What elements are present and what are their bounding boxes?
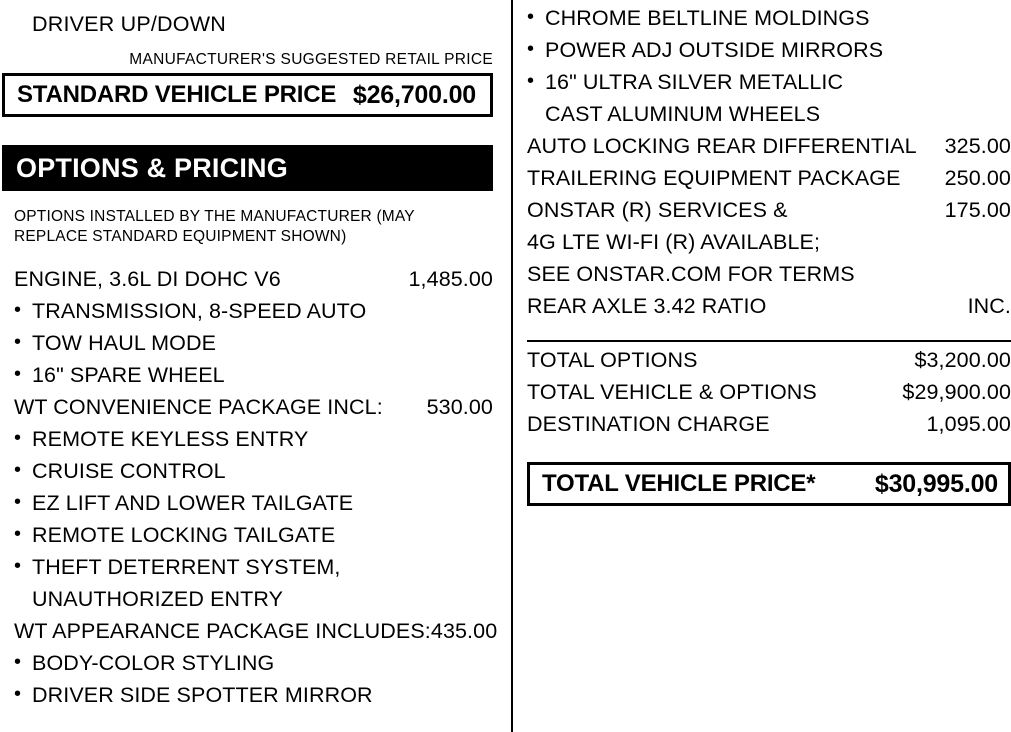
left-option-label: WT CONVENIENCE PACKAGE INCL: — [14, 395, 383, 419]
right-option-cont: CAST ALUMINUM WHEELS — [545, 102, 821, 126]
left-option-bullet: • CRUISE CONTROL — [14, 455, 493, 487]
options-note: OPTIONS INSTALLED BY THE MANUFACTURER (MAY REPLACE STANDARD EQUIPMENT SHOWN) — [14, 208, 415, 245]
left-option-bullet: • REMOTE KEYLESS ENTRY — [14, 423, 493, 455]
total-vehicle-price-box — [527, 462, 1011, 506]
column-divider — [511, 0, 513, 732]
total-row-amount: 1,095.00 — [926, 412, 1011, 436]
left-option-row — [14, 391, 493, 423]
right-options-list — [527, 0, 1011, 322]
right-option-bullet: • 16" ULTRA SILVER METALLIC — [527, 66, 1011, 98]
left-option-bullet: • 16" SPARE WHEEL — [14, 359, 493, 391]
right-option-label: AUTO LOCKING REAR DIFFERENTIAL — [527, 134, 917, 158]
msrp-caption: MANUFACTURER'S SUGGESTED RETAIL PRICE — [129, 51, 493, 68]
left-option-label: WT APPEARANCE PACKAGE INCLUDES: — [14, 619, 431, 643]
right-option-label: TRAILERING EQUIPMENT PACKAGE — [527, 166, 901, 190]
standard-vehicle-price-label: STANDARD VEHICLE PRICE — [17, 81, 337, 108]
left-options-list — [0, 247, 503, 711]
total-vehicle-price-amount: $30,995.00 — [874, 469, 998, 498]
right-option-amount: 325.00 — [944, 134, 1011, 158]
total-row — [527, 344, 1011, 376]
right-option-bullet: • CHROME BELTLINE MOLDINGS — [527, 2, 1011, 34]
left-option-bullet: • DRIVER SIDE SPOTTER MIRROR — [14, 679, 493, 711]
right-option-amount: 250.00 — [944, 166, 1011, 190]
left-option-amount: 530.00 — [426, 395, 493, 419]
right-option-amount: 175.00 — [944, 198, 1011, 222]
right-option-plain: 4G LTE WI-FI (R) AVAILABLE; — [527, 230, 821, 254]
total-row-label: TOTAL OPTIONS — [527, 348, 698, 372]
right-option-row — [527, 130, 1011, 162]
left-option-row — [14, 615, 498, 647]
left-option-bullet: • TRANSMISSION, 8-SPEED AUTO — [14, 295, 493, 327]
left-option-bullet: • THEFT DETERRENT SYSTEM, — [14, 551, 493, 583]
total-vehicle-price-label: TOTAL VEHICLE PRICE* — [542, 470, 816, 497]
left-option-bullet: • EZ LIFT AND LOWER TAILGATE — [14, 487, 493, 519]
left-column — [0, 0, 503, 732]
right-option-row — [527, 290, 1011, 322]
total-row — [527, 376, 1011, 408]
total-row-amount: $29,900.00 — [902, 380, 1011, 404]
totals-list — [527, 340, 1011, 440]
left-option-label: ENGINE, 3.6L DI DOHC V6 — [14, 267, 281, 291]
right-option-row — [527, 194, 1011, 226]
right-option-bullet: • POWER ADJ OUTSIDE MIRRORS — [527, 34, 1011, 66]
left-option-bullet: • TOW HAUL MODE — [14, 327, 493, 359]
right-option-label: REAR AXLE 3.42 RATIO — [527, 294, 767, 318]
standard-vehicle-price-box — [2, 73, 493, 117]
left-option-amount: 435.00 — [430, 619, 498, 643]
right-column — [527, 0, 1011, 732]
total-row-label: DESTINATION CHARGE — [527, 412, 770, 436]
total-row — [527, 408, 1011, 440]
options-pricing-header — [2, 145, 493, 191]
left-option-amount: 1,485.00 — [408, 267, 493, 291]
right-option-amount: INC. — [967, 294, 1011, 318]
right-option-row — [527, 162, 1011, 194]
driver-up-down-line: DRIVER UP/DOWN — [32, 12, 226, 36]
left-option-row — [14, 263, 493, 295]
left-option-bullet: • BODY-COLOR STYLING — [14, 647, 493, 679]
right-option-plain: SEE ONSTAR.COM FOR TERMS — [527, 262, 855, 286]
options-pricing-title: OPTIONS & PRICING — [16, 152, 288, 183]
left-option-cont: UNAUTHORIZED ENTRY — [32, 587, 284, 611]
total-row-amount: $3,200.00 — [914, 348, 1011, 372]
standard-vehicle-price-amount: $26,700.00 — [352, 80, 476, 109]
right-option-label: ONSTAR (R) SERVICES & — [527, 198, 788, 222]
left-option-bullet: • REMOTE LOCKING TAILGATE — [14, 519, 493, 551]
total-row-label: TOTAL VEHICLE & OPTIONS — [527, 380, 817, 404]
